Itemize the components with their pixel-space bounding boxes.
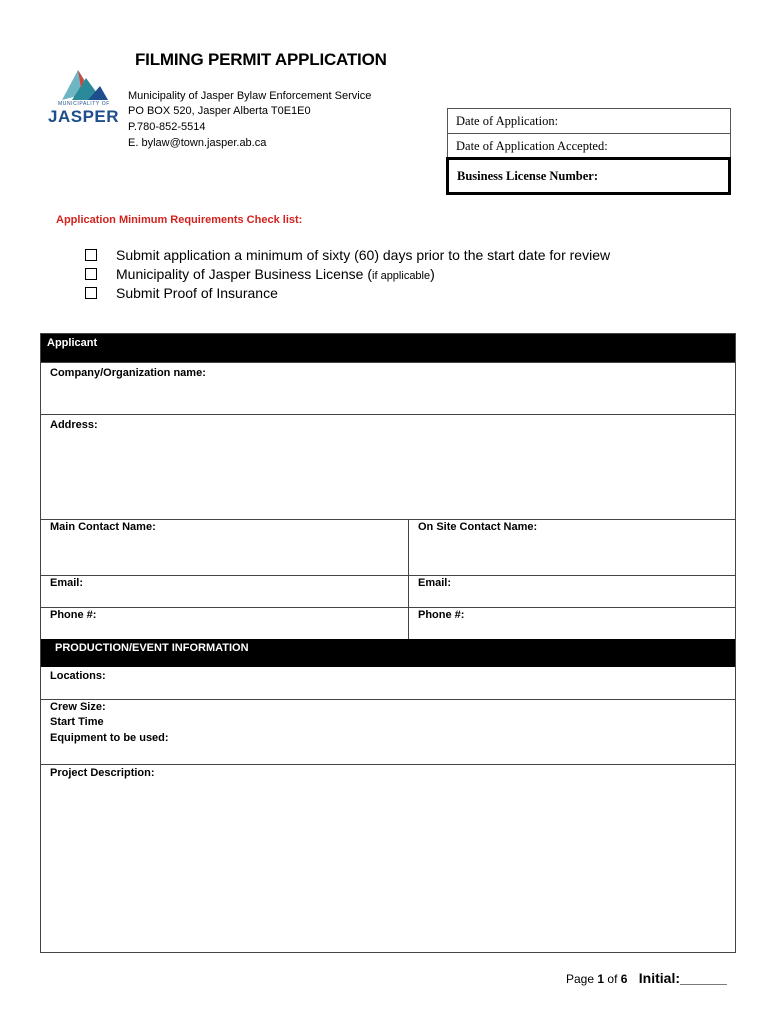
project-description-label: Project Description: [50, 767, 155, 779]
date-of-application-field[interactable]: Date of Application: [456, 114, 559, 128]
requirement-item-1 [85, 246, 610, 264]
office-use-box [447, 108, 731, 158]
requirement-suffix-2: ) [430, 266, 435, 282]
page-footer [566, 970, 727, 986]
locations-row[interactable] [41, 667, 735, 699]
crew-size-label: Crew Size: [50, 701, 106, 713]
applicant-header: Applicant [41, 334, 735, 362]
contact-line-2: PO BOX 520, Jasper Alberta T0E1E0 [128, 105, 311, 117]
address-label: Address: [50, 419, 98, 431]
email-left-label: Email: [50, 577, 84, 589]
company-label: Company/Organization name: [50, 367, 206, 379]
address-row[interactable] [41, 414, 735, 519]
initial-field[interactable]: Initial:______ [638, 970, 727, 986]
contact-line-3: P.780-852-5514 [128, 121, 206, 133]
phone-right-label: Phone #: [418, 609, 465, 621]
requirement-item-3 [85, 284, 278, 302]
phone-row[interactable] [41, 607, 735, 639]
page-total: 6 [620, 972, 628, 986]
contact-row[interactable] [41, 519, 735, 575]
company-row[interactable] [41, 362, 735, 414]
requirement-text-3: Submit Proof of Insurance [116, 285, 278, 301]
main-contact-label: Main Contact Name: [50, 521, 156, 533]
email-right-label: Email: [418, 577, 452, 589]
production-header: PRODUCTION/EVENT INFORMATION [41, 639, 735, 667]
checkbox-1[interactable] [85, 249, 97, 261]
equipment-label: Equipment to be used: [50, 732, 169, 744]
onsite-contact-label: On Site Contact Name: [418, 521, 538, 533]
document-title: FILMING PERMIT APPLICATION [135, 50, 387, 69]
phone-left-label: Phone #: [50, 609, 97, 621]
requirement-note-2: if applicable [372, 270, 431, 282]
locations-label: Locations: [50, 670, 106, 682]
jasper-logo [48, 66, 120, 128]
requirement-text-2: Municipality of Jasper Business License ( [116, 266, 373, 282]
contact-line-4: E. bylaw@town.jasper.ab.ca [128, 137, 267, 149]
application-form [40, 333, 736, 953]
start-time-label: Start Time [50, 716, 104, 728]
checkbox-3[interactable] [85, 287, 97, 299]
email-row[interactable] [41, 575, 735, 607]
requirement-item-2 [85, 265, 435, 285]
equipment-row[interactable] [41, 732, 735, 764]
crew-row[interactable] [41, 699, 735, 732]
of-word: of [607, 972, 618, 986]
description-row[interactable] [41, 764, 735, 952]
contact-divider [408, 519, 409, 639]
requirement-text-1: Submit application a minimum of sixty (60) days prior to the start date for review [116, 247, 611, 263]
page-word: Page [566, 972, 595, 986]
logo-small-text: MUNICIPALITY OF [58, 101, 110, 107]
business-license-field[interactable]: Business License Number: [446, 157, 731, 195]
checkbox-2[interactable] [85, 268, 97, 280]
requirements-title: Application Minimum Requirements Check list: [56, 214, 303, 226]
contact-line-1: Municipality of Jasper Bylaw Enforcement Service [128, 90, 372, 102]
page-number: 1 [597, 972, 605, 986]
date-accepted-field[interactable]: Date of Application Accepted: [448, 133, 730, 157]
logo-large-text: JASPER [48, 107, 120, 126]
mountain-logo-icon [48, 66, 120, 106]
